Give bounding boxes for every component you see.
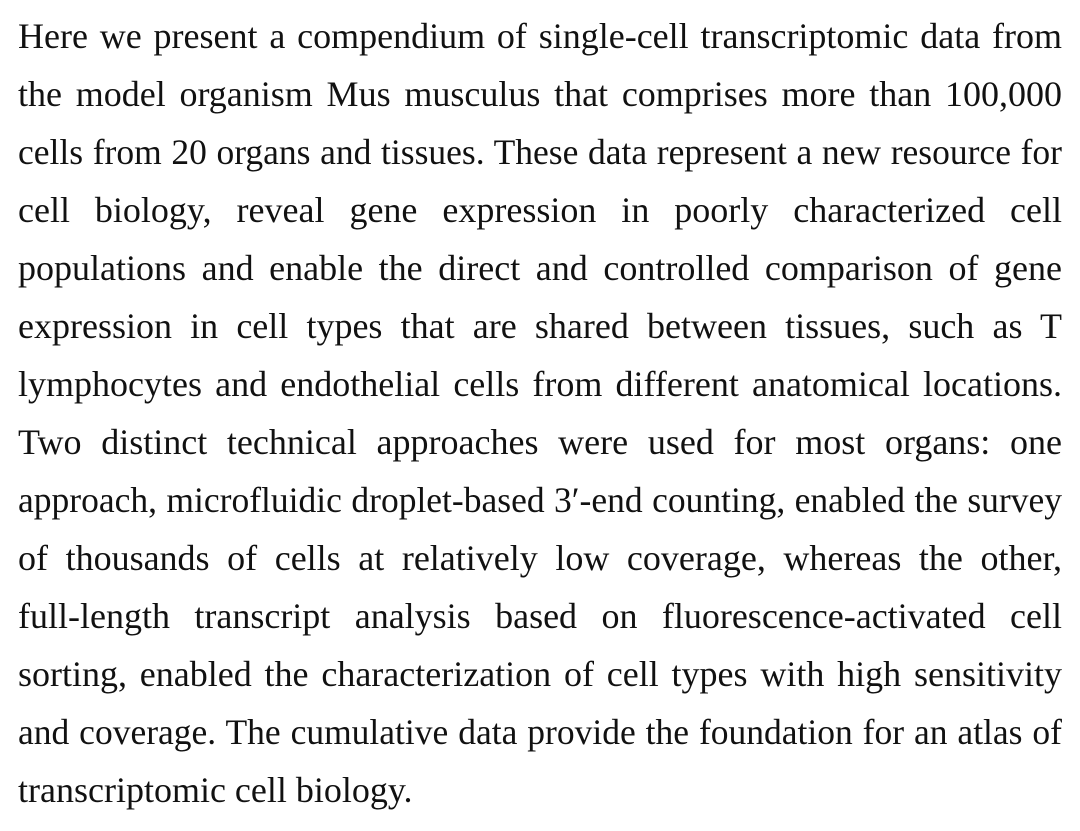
paragraph-line-10: of thousands of cells at relatively low coverage, whereas the other, xyxy=(18,538,1062,578)
paragraph-line-1: Here we present a compendium of single-cell transcriptomic data from xyxy=(18,16,1062,56)
paragraph-line-2: the model organism Mus musculus that comprises more than 100,000 xyxy=(18,74,1062,114)
paragraph-line-12: sorting, enabled the characterization of cell types with high sensitivity xyxy=(18,654,1062,694)
paragraph-line-5: populations and enable the direct and controlled comparison of gene xyxy=(18,248,1062,288)
paragraph-line-13: and coverage. The cumulative data provide the foundation for an atlas of xyxy=(18,712,1062,752)
paragraph-line-9: approach, microfluidic droplet-based 3′-end counting, enabled the survey xyxy=(18,480,1062,520)
paragraph-line-4: cell biology, reveal gene expression in poorly characterized cell xyxy=(18,190,1062,230)
paragraph-line-6: expression in cell types that are shared between tissues, such as T xyxy=(18,306,1062,346)
paragraph-line-3: cells from 20 organs and tissues. These data represent a new resource for xyxy=(18,132,1062,172)
paragraph-line-11: full-length transcript analysis based on fluorescence-activated cell xyxy=(18,596,1062,636)
paragraph-line-14: transcriptomic cell biology. xyxy=(18,770,413,810)
paragraph-line-7: lymphocytes and endothelial cells from different anatomical locations. xyxy=(18,364,1062,404)
paragraph-line-8: Two distinct technical approaches were used for most organs: one xyxy=(18,422,1062,462)
